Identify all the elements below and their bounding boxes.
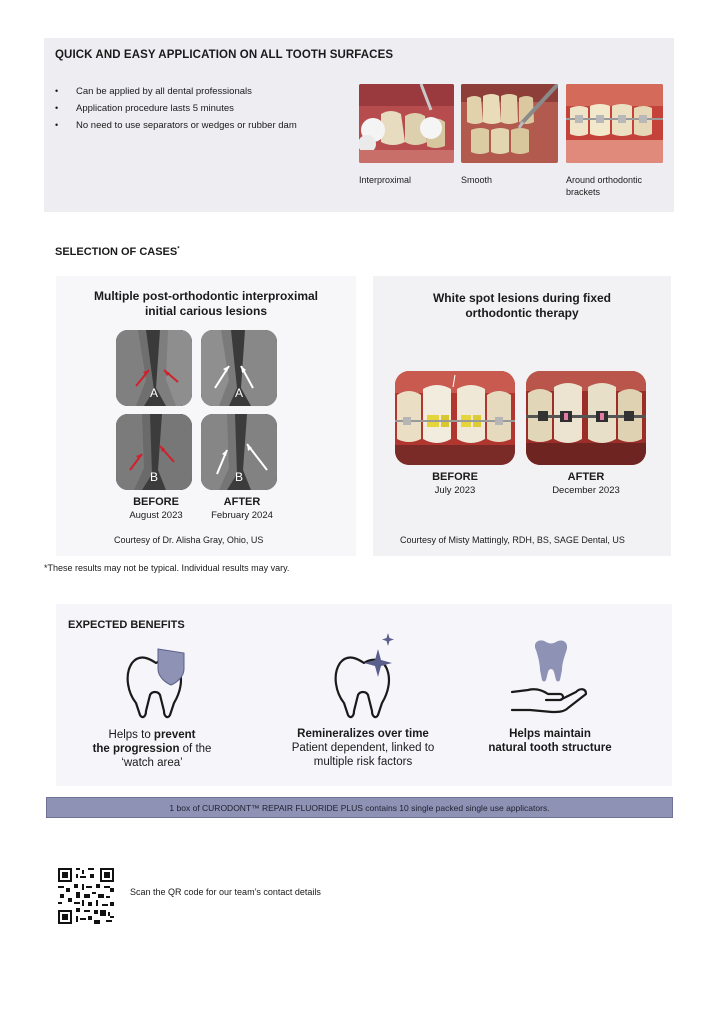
after-label: AFTER — [567, 471, 605, 483]
case-right-title: White spot lesions during fixed orthodontic therapy — [432, 291, 611, 320]
photo-caption: Around orthodontic — [566, 175, 643, 185]
xray-before-b — [116, 414, 192, 490]
xray-after-b — [201, 414, 277, 490]
photo-caption: Smooth — [461, 175, 493, 185]
benefit-text-remineralize: Remineralizes over time Patient dependent, linked to multiple risk factors — [291, 728, 435, 768]
tooth-hand-icon — [510, 640, 590, 714]
cases-heading: SELECTION OF CASES* — [55, 246, 180, 258]
tooth-shield-icon — [122, 645, 190, 719]
qr-code[interactable] — [58, 868, 114, 924]
benefits-heading: EXPECTED BENEFITS — [68, 619, 185, 631]
box-contents-text: 1 box of CURODONT™ REPAIR FLUORIDE PLUS contains 10 single packed single use applicators. — [169, 802, 550, 813]
xray-label: B — [149, 470, 158, 484]
case-left-title: Multiple post-orthodontic interproximal initial carious lesions — [94, 289, 318, 318]
qr-instruction: Scan the QR code for our team’s contact details — [130, 887, 321, 897]
xray-label: A — [234, 386, 243, 400]
after-date: February 2024 — [211, 510, 273, 521]
xray-before-a — [116, 330, 192, 406]
interproximal-photo — [359, 84, 454, 163]
box-contents-bar — [46, 797, 673, 818]
application-bullets — [55, 83, 297, 134]
smile-after-photo — [526, 371, 646, 465]
photo-caption: Interproximal — [359, 175, 412, 185]
xray-after-a — [201, 330, 277, 406]
application-heading: QUICK AND EASY APPLICATION ON ALL TOOTH SURFACES — [55, 49, 394, 61]
benefit-text-prevent: Helps to prevent the progression of the ‘watch area’ — [92, 729, 212, 769]
disclaimer: *These results may not be typical. Individual results may vary. — [44, 563, 290, 573]
benefit-text-maintain: Helps maintain natural tooth structure — [488, 728, 612, 754]
bullet-item: • Application procedure lasts 5 minutes — [55, 100, 297, 117]
smooth-surface-photo — [461, 84, 558, 163]
bullet-item: • No need to use separators or wedges or rubber dam — [55, 117, 297, 134]
bullet-item: • Can be applied by all dental professionals — [55, 83, 297, 100]
before-label: BEFORE — [133, 496, 179, 508]
photo-caption: brackets — [566, 187, 601, 197]
smile-before-photo — [395, 371, 515, 465]
after-date: December 2023 — [552, 485, 620, 496]
xray-label: B — [234, 470, 243, 484]
orthodontic-brackets-photo — [566, 84, 663, 163]
after-label: AFTER — [223, 496, 261, 508]
before-date: July 2023 — [434, 485, 476, 496]
before-label: BEFORE — [432, 471, 478, 483]
courtesy-right: Courtesy of Misty Mattingly, RDH, BS, SAGE Dental, US — [400, 535, 625, 545]
tooth-sparkle-icon — [330, 633, 400, 719]
before-date: August 2023 — [129, 510, 183, 521]
courtesy-left: Courtesy of Dr. Alisha Gray, Ohio, US — [114, 535, 264, 545]
xray-label: A — [149, 386, 158, 400]
